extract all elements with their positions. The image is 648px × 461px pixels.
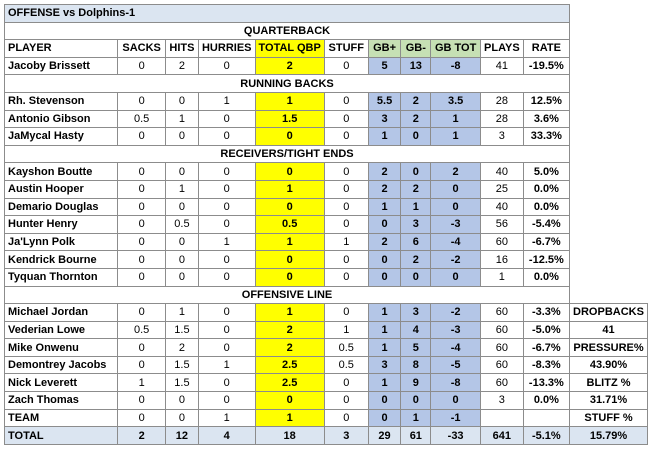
stat-cell: 28	[481, 92, 524, 110]
stat-cell: -2	[431, 304, 481, 322]
stat-cell: -5.4%	[523, 216, 569, 234]
stat-cell: 0	[401, 392, 431, 410]
stat-cell: 0	[324, 163, 368, 181]
stat-cell: 1	[401, 198, 431, 216]
stat-cell: 3.5	[431, 92, 481, 110]
stat-cell: 1	[401, 409, 431, 427]
player-row	[5, 356, 648, 374]
stat-cell: 2	[401, 92, 431, 110]
stat-cell: 0	[255, 268, 324, 286]
player-row	[5, 251, 648, 269]
stat-cell: 1	[255, 409, 324, 427]
player-name: Antonio Gibson	[5, 110, 118, 128]
stat-cell: 41	[481, 57, 524, 75]
stat-cell: -3	[431, 321, 481, 339]
stat-cell: 1	[165, 180, 198, 198]
stat-cell: 1	[198, 92, 255, 110]
stat-cell: 0	[324, 216, 368, 234]
player-row	[5, 57, 648, 75]
stat-cell: 5	[368, 57, 401, 75]
blank-cell	[570, 163, 648, 181]
stat-cell: 3	[368, 356, 401, 374]
stat-cell: 0	[431, 180, 481, 198]
stat-cell: -6.7%	[523, 339, 569, 357]
total-cell: -33	[431, 427, 481, 445]
stat-cell: 0	[198, 268, 255, 286]
stat-cell: 1.5	[255, 110, 324, 128]
blank-cell	[570, 233, 648, 251]
player-row	[5, 321, 648, 339]
stat-cell: 0	[118, 304, 165, 322]
stat-cell: 12.5%	[523, 92, 569, 110]
stat-cell: 0	[324, 251, 368, 269]
stat-cell: 1	[368, 339, 401, 357]
stat-cell: -3.3%	[523, 304, 569, 322]
stat-cell: -5.0%	[523, 321, 569, 339]
player-name: Tyquan Thornton	[5, 268, 118, 286]
total-cell: -5.1%	[523, 427, 569, 445]
stat-cell: 2	[368, 233, 401, 251]
stat-cell: 0	[324, 409, 368, 427]
stat-cell: 0	[198, 392, 255, 410]
stat-cell: 1	[118, 374, 165, 392]
blank-cell	[570, 110, 648, 128]
total-cell: 18	[255, 427, 324, 445]
stat-cell	[523, 409, 569, 427]
stat-cell: 0	[368, 268, 401, 286]
stat-cell: 0	[165, 392, 198, 410]
stat-cell: 16	[481, 251, 524, 269]
stat-cell: 8	[401, 356, 431, 374]
section-header-row	[5, 75, 648, 93]
section-title: RUNNING BACKS	[5, 75, 570, 93]
stat-cell: 0	[118, 180, 165, 198]
stat-cell: 60	[481, 339, 524, 357]
stat-cell: 1	[368, 321, 401, 339]
stat-cell: 1	[481, 268, 524, 286]
blank-cell	[570, 198, 648, 216]
stat-cell: 0	[118, 268, 165, 286]
stat-cell: 0	[324, 392, 368, 410]
stat-cell: 0	[118, 163, 165, 181]
stat-cell: -8.3%	[523, 356, 569, 374]
column-header: PLAYER	[5, 40, 118, 58]
total-cell: 3	[324, 427, 368, 445]
stat-cell: 13	[401, 57, 431, 75]
stat-cell: 2	[255, 339, 324, 357]
stat-cell: 0	[198, 128, 255, 146]
stat-cell: 0.0%	[523, 180, 569, 198]
total-cell: 2	[118, 427, 165, 445]
stat-cell: 0	[198, 180, 255, 198]
stat-cell: 0	[198, 321, 255, 339]
stat-cell: 0	[431, 198, 481, 216]
column-header: GB+	[368, 40, 401, 58]
stat-cell: 1	[368, 304, 401, 322]
column-header: SACKS	[118, 40, 165, 58]
player-row	[5, 409, 648, 427]
stat-cell: 0	[165, 92, 198, 110]
stat-cell: 0	[324, 374, 368, 392]
stat-cell: 1	[324, 233, 368, 251]
stat-cell: 0	[118, 216, 165, 234]
player-name: Hunter Henry	[5, 216, 118, 234]
stat-cell: 0	[324, 110, 368, 128]
pressure-stats-table	[4, 4, 648, 445]
stat-cell: 0	[165, 233, 198, 251]
blank-cell	[570, 128, 648, 146]
player-name: Kendrick Bourne	[5, 251, 118, 269]
side-stat-cell: PRESSURE%	[570, 339, 648, 357]
stat-cell: 0	[165, 128, 198, 146]
blank-cell	[570, 22, 648, 40]
blank-cell	[570, 251, 648, 269]
player-name: Michael Jordan	[5, 304, 118, 322]
stat-cell: 0	[165, 163, 198, 181]
blank-cell	[570, 40, 648, 58]
stat-cell: 2	[255, 321, 324, 339]
section-header-row	[5, 22, 648, 40]
stat-cell: 0.5	[118, 321, 165, 339]
stat-cell: 0	[118, 392, 165, 410]
stat-cell: 0	[324, 268, 368, 286]
stat-cell: 0	[165, 198, 198, 216]
stat-cell: 0	[198, 216, 255, 234]
player-row	[5, 110, 648, 128]
stat-cell: 0	[324, 92, 368, 110]
stat-cell: 60	[481, 374, 524, 392]
stat-cell: 0	[255, 163, 324, 181]
stat-cell: 3	[401, 304, 431, 322]
player-name: Rh. Stevenson	[5, 92, 118, 110]
column-header-row	[5, 40, 648, 58]
stat-cell: 0	[324, 57, 368, 75]
stat-cell: 33.3%	[523, 128, 569, 146]
stat-cell: 0.0%	[523, 268, 569, 286]
stat-cell: 2	[255, 57, 324, 75]
stat-cell: 0	[401, 268, 431, 286]
stat-cell: 0	[198, 251, 255, 269]
total-row	[5, 427, 648, 445]
table-title: OFFENSE vs Dolphins-1	[5, 5, 570, 23]
stat-cell: 0	[198, 110, 255, 128]
stat-cell: 1	[255, 233, 324, 251]
column-header: GB-	[401, 40, 431, 58]
player-row	[5, 180, 648, 198]
stat-cell: 2	[401, 251, 431, 269]
side-stat-cell: STUFF %	[570, 409, 648, 427]
stat-cell: 1	[368, 128, 401, 146]
stat-cell: 0	[368, 216, 401, 234]
player-name: Austin Hooper	[5, 180, 118, 198]
blank-cell	[570, 268, 648, 286]
stat-cell: 9	[401, 374, 431, 392]
player-row	[5, 92, 648, 110]
stat-cell: -8	[431, 374, 481, 392]
stat-cell: 0	[198, 57, 255, 75]
stat-cell: 1	[255, 304, 324, 322]
stat-cell: 56	[481, 216, 524, 234]
stat-cell: 2	[368, 180, 401, 198]
stat-cell: -5	[431, 356, 481, 374]
player-name: Jacoby Brissett	[5, 57, 118, 75]
stat-cell: 0	[401, 128, 431, 146]
column-header: HITS	[165, 40, 198, 58]
stat-cell: 40	[481, 163, 524, 181]
blank-cell	[570, 216, 648, 234]
player-row	[5, 128, 648, 146]
side-stat-cell: 15.79%	[570, 427, 648, 445]
stat-cell: 1.5	[165, 356, 198, 374]
stat-cell: 2.5	[255, 356, 324, 374]
stat-cell: 2	[165, 339, 198, 357]
blank-cell	[570, 57, 648, 75]
stat-cell: 0.5	[118, 110, 165, 128]
stat-cell: 0	[198, 163, 255, 181]
stat-cell: 0	[324, 180, 368, 198]
stat-cell: 40	[481, 198, 524, 216]
column-header: TOTAL QBP	[255, 40, 324, 58]
stat-cell: 0	[118, 92, 165, 110]
stat-cell: 0	[368, 392, 401, 410]
player-name: Mike Onwenu	[5, 339, 118, 357]
stat-cell: 0.5	[165, 216, 198, 234]
stat-cell: 2	[431, 163, 481, 181]
stat-cell: 6	[401, 233, 431, 251]
stat-cell: -6.7%	[523, 233, 569, 251]
stat-cell: 0	[165, 409, 198, 427]
side-stat-cell: 31.71%	[570, 392, 648, 410]
stat-cell: 60	[481, 356, 524, 374]
blank-cell	[570, 75, 648, 93]
blank-cell	[570, 145, 648, 163]
stat-cell: 60	[481, 321, 524, 339]
column-header: RATE	[523, 40, 569, 58]
total-cell: 61	[401, 427, 431, 445]
stat-cell: 0	[118, 233, 165, 251]
player-name: Demario Douglas	[5, 198, 118, 216]
stat-cell: 0	[118, 339, 165, 357]
stat-cell: 5.0%	[523, 163, 569, 181]
stat-cell: 1	[324, 321, 368, 339]
stat-cell	[481, 409, 524, 427]
stat-cell: 0	[165, 251, 198, 269]
stat-cell: 0	[118, 409, 165, 427]
stat-cell: -12.5%	[523, 251, 569, 269]
stat-cell: 60	[481, 304, 524, 322]
player-name: Kayshon Boutte	[5, 163, 118, 181]
stat-cell: 0	[198, 339, 255, 357]
stat-cell: 1	[368, 198, 401, 216]
section-header-row	[5, 145, 648, 163]
stat-cell: 2	[401, 110, 431, 128]
stat-cell: 1	[368, 374, 401, 392]
section-title: RECEIVERS/TIGHT ENDS	[5, 145, 570, 163]
stat-cell: 3	[401, 216, 431, 234]
section-header-row	[5, 286, 648, 304]
stat-cell: 0.5	[324, 356, 368, 374]
stat-cell: 28	[481, 110, 524, 128]
title-row	[5, 5, 648, 23]
stat-cell: 0	[118, 128, 165, 146]
stat-cell: 1.5	[165, 374, 198, 392]
player-name: TEAM	[5, 409, 118, 427]
stat-cell: 0	[198, 198, 255, 216]
player-row	[5, 304, 648, 322]
stat-cell: 25	[481, 180, 524, 198]
column-header: GB TOT	[431, 40, 481, 58]
section-title: OFFENSIVE LINE	[5, 286, 570, 304]
stat-cell: 3.6%	[523, 110, 569, 128]
player-row	[5, 268, 648, 286]
stat-cell: -19.5%	[523, 57, 569, 75]
stat-cell: 2	[368, 163, 401, 181]
blank-cell	[570, 180, 648, 198]
stat-cell: 4	[401, 321, 431, 339]
stat-cell: 3	[481, 128, 524, 146]
player-name: Demontrey Jacobs	[5, 356, 118, 374]
stat-cell: 0	[198, 304, 255, 322]
stat-cell: 0	[165, 268, 198, 286]
stat-cell: 0.5	[324, 339, 368, 357]
stat-cell: 1	[198, 356, 255, 374]
side-stat-cell: BLITZ %	[570, 374, 648, 392]
side-stat-cell: 41	[570, 321, 648, 339]
stat-cell: 1	[165, 110, 198, 128]
stat-cell: 60	[481, 233, 524, 251]
stat-cell: 3	[368, 110, 401, 128]
player-row	[5, 198, 648, 216]
player-name: Nick Leverett	[5, 374, 118, 392]
player-row	[5, 233, 648, 251]
player-row	[5, 374, 648, 392]
side-stat-cell: 43.90%	[570, 356, 648, 374]
stat-cell: 1	[431, 128, 481, 146]
player-row	[5, 339, 648, 357]
stat-cell: 1	[198, 409, 255, 427]
stat-cell: -3	[431, 216, 481, 234]
blank-cell	[570, 5, 648, 23]
stat-cell: -2	[431, 251, 481, 269]
stat-cell: 0	[118, 198, 165, 216]
stat-cell: 2.5	[255, 374, 324, 392]
stat-cell: 0.0%	[523, 198, 569, 216]
stat-cell: 0	[118, 251, 165, 269]
stat-cell: 0	[255, 198, 324, 216]
stat-cell: 0	[401, 163, 431, 181]
stat-cell: 0	[431, 392, 481, 410]
stat-cell: 1.5	[165, 321, 198, 339]
stat-cell: 0	[118, 57, 165, 75]
player-name: Vederian Lowe	[5, 321, 118, 339]
stat-cell: -1	[431, 409, 481, 427]
player-name: Ja'Lynn Polk	[5, 233, 118, 251]
stat-cell: 2	[165, 57, 198, 75]
stat-cell: 0	[118, 356, 165, 374]
stat-cell: 5.5	[368, 92, 401, 110]
stat-cell: 1	[431, 110, 481, 128]
stat-cell: 0.5	[255, 216, 324, 234]
player-row	[5, 392, 648, 410]
stat-cell: 0	[198, 374, 255, 392]
total-cell: 4	[198, 427, 255, 445]
stat-cell: 0	[255, 128, 324, 146]
stat-cell: 1	[255, 92, 324, 110]
section-title: QUARTERBACK	[5, 22, 570, 40]
blank-cell	[570, 286, 648, 304]
stat-cell: 0	[324, 128, 368, 146]
stats-table-container	[4, 4, 648, 445]
stat-cell: -13.3%	[523, 374, 569, 392]
total-cell: 29	[368, 427, 401, 445]
stat-cell: 0	[255, 251, 324, 269]
player-row	[5, 163, 648, 181]
stat-cell: 0	[324, 198, 368, 216]
stat-cell: -4	[431, 339, 481, 357]
stat-cell: 1	[255, 180, 324, 198]
column-header: PLAYS	[481, 40, 524, 58]
column-header: STUFF	[324, 40, 368, 58]
stat-cell: 0	[324, 304, 368, 322]
side-stat-cell: DROPBACKS	[570, 304, 648, 322]
stat-cell: 0	[368, 409, 401, 427]
player-row	[5, 216, 648, 234]
stat-cell: 1	[198, 233, 255, 251]
stat-cell: -4	[431, 233, 481, 251]
stat-cell: 2	[401, 180, 431, 198]
stat-cell: 0	[255, 392, 324, 410]
total-label: TOTAL	[5, 427, 118, 445]
total-cell: 12	[165, 427, 198, 445]
stat-cell: 0	[368, 251, 401, 269]
stat-cell: 0.0%	[523, 392, 569, 410]
stat-cell: 1	[165, 304, 198, 322]
blank-cell	[570, 92, 648, 110]
stat-cell: 0	[431, 268, 481, 286]
stat-cell: -8	[431, 57, 481, 75]
player-name: JaMycal Hasty	[5, 128, 118, 146]
total-cell: 641	[481, 427, 524, 445]
column-header: HURRIES	[198, 40, 255, 58]
stat-cell: 5	[401, 339, 431, 357]
stat-cell: 3	[481, 392, 524, 410]
player-name: Zach Thomas	[5, 392, 118, 410]
